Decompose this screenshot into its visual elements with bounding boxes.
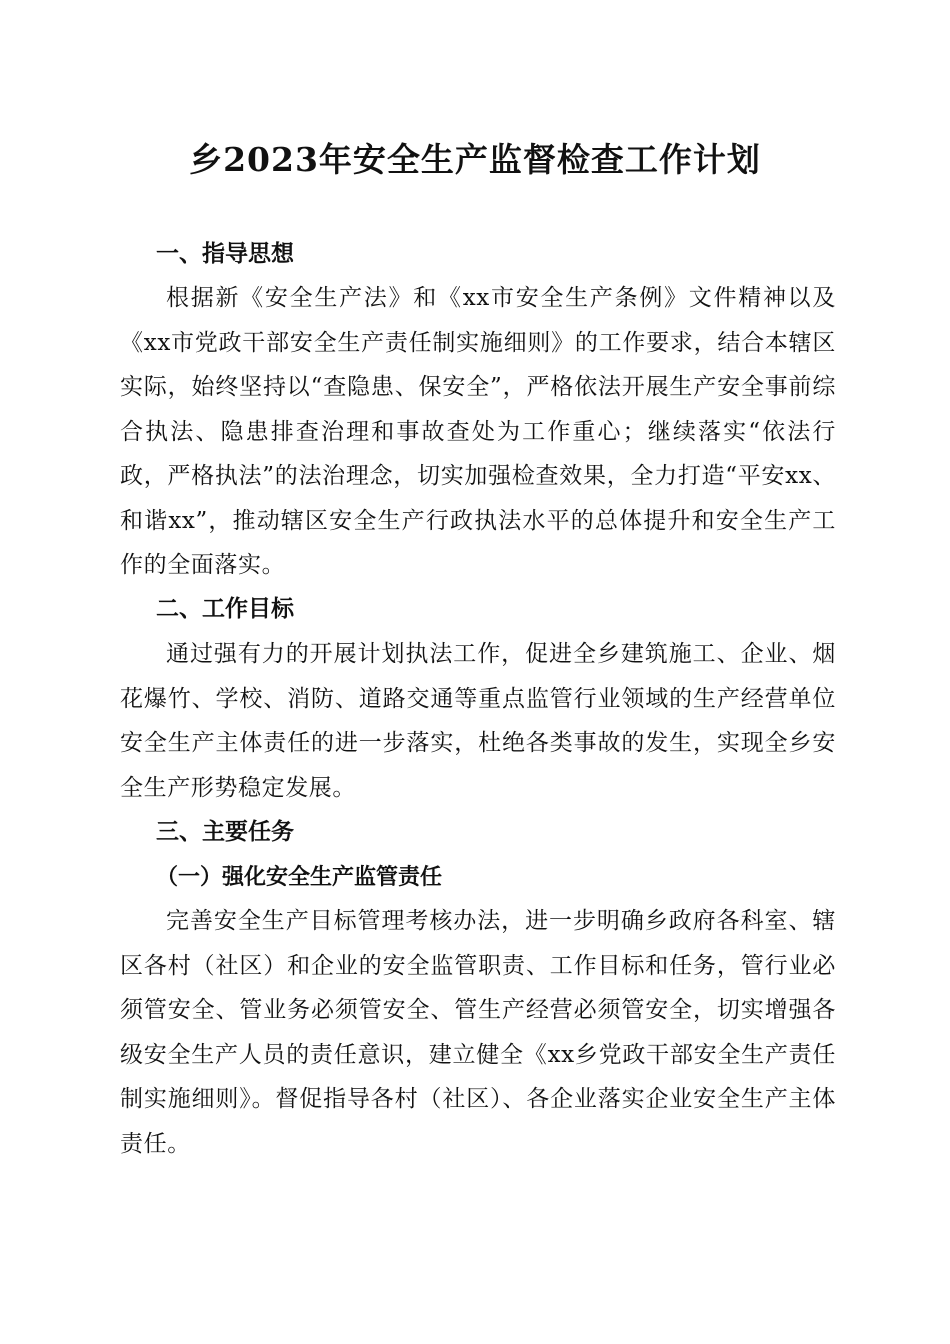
paragraph: 通过强有力的开展计划执法工作，促进全乡建筑施工、企业、烟花爆竹、学校、消防、道路交通等重点监管行业领域的生产经营单位安全生产主体责任的进一步落实，杜绝各类事故的发生，实现全乡安全生产形势稳定发展。 xyxy=(120,641,836,801)
section-heading-guiding-ideology: 一、指导思想 xyxy=(156,241,294,267)
paragraph: 完善安全生产目标管理考核办法，进一步明确乡政府各科室、辖区各村（社区）和企业的安全监管职责、工作目标和任务，管行业必须管安全、管业务必须管安全、管生产经营必须管安全，切实增强各级安全生产人员的责任意识，建立健全《xx乡党政干部安全生产责任制实施细则》。督促指导各村（社区）、各企业落实企业安全生产主体责任。 xyxy=(120,908,836,1157)
section-body-work-goals xyxy=(120,632,836,810)
section-body-guiding-ideology xyxy=(120,276,836,588)
section-heading-work-goals: 二、工作目标 xyxy=(156,596,294,622)
paragraph: 根据新《安全生产法》和《xx市安全生产条例》文件精神以及《xx市党政干部安全生产责任制实施细则》的工作要求，结合本辖区实际，始终坚持以“查隐患、保安全”，严格依法开展生产安全事前综合执法、隐患排查治理和事故查处为工作重心；继续落实“依法行政，严格执法”的法治理念，切实加强检查效果，全力打造“平安xx、和谐xx”，推动辖区安全生产行政执法水平的总体提升和安全生产工作的全面落实。 xyxy=(120,285,836,578)
subsection-body-responsibility xyxy=(120,899,836,1166)
section-heading-main-tasks: 三、主要任务 xyxy=(156,819,294,845)
document-title: 乡2023年安全生产监督检查工作计划 xyxy=(189,140,761,179)
subsection-heading-responsibility: （一）强化安全生产监管责任 xyxy=(156,864,443,890)
